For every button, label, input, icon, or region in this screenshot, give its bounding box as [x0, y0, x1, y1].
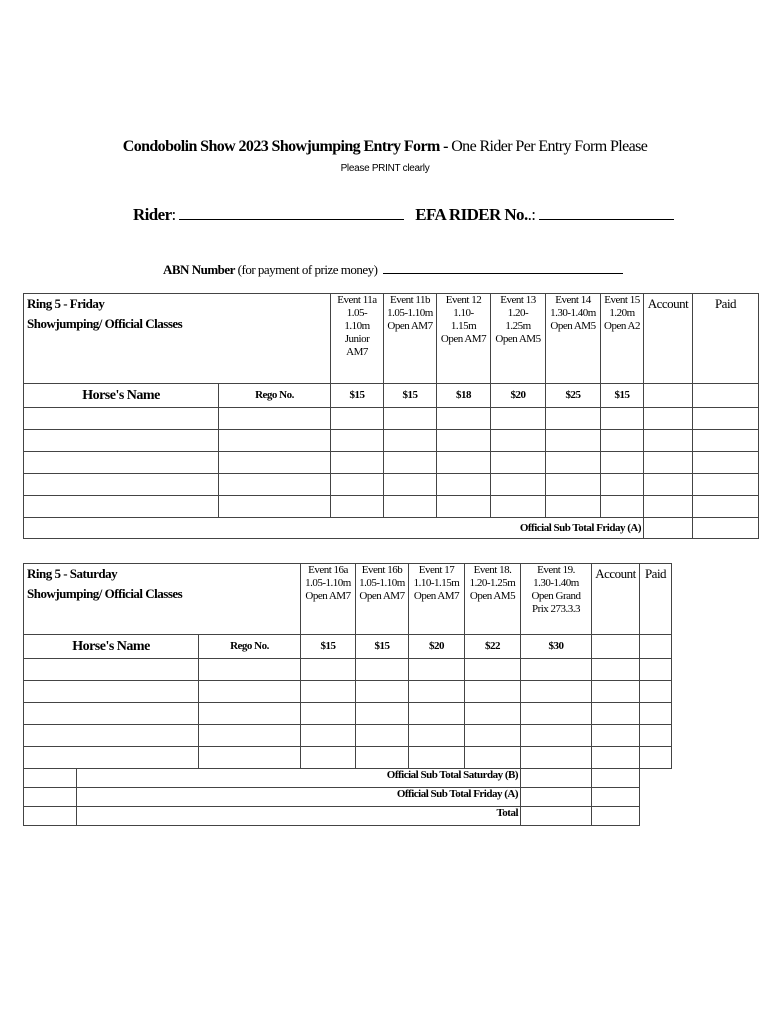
entry-cell[interactable] [301, 725, 356, 747]
entry-cell[interactable] [356, 747, 409, 769]
total-paid[interactable] [592, 807, 640, 826]
entry-cell[interactable] [693, 496, 759, 518]
entry-row [24, 496, 759, 518]
entry-cell[interactable] [592, 747, 640, 769]
rider-line: Rider: EFA RIDER No..: [133, 205, 674, 225]
entry-cell[interactable] [437, 474, 491, 496]
account-cell [644, 384, 693, 408]
entry-cell[interactable] [384, 430, 437, 452]
total-account[interactable] [521, 807, 592, 826]
entry-cell[interactable] [331, 496, 384, 518]
event-header: Event 18. 1.20-1.25m Open AM5 [465, 564, 521, 635]
entry-row [24, 681, 672, 703]
entry-cell[interactable] [644, 430, 693, 452]
entry-row [24, 474, 759, 496]
entry-cell[interactable] [437, 452, 491, 474]
entry-cell[interactable] [301, 681, 356, 703]
horse-name-input[interactable] [24, 703, 199, 725]
rego-input[interactable] [199, 747, 301, 769]
event-price: $15 [301, 635, 356, 659]
paid-header: Paid [693, 294, 759, 384]
event-header: Event 13 1.20- 1.25m Open AM5 [491, 294, 546, 384]
entry-cell[interactable] [640, 681, 672, 703]
friday-table [23, 293, 759, 539]
horse-name-input[interactable] [24, 659, 199, 681]
entry-cell[interactable] [491, 430, 546, 452]
entry-cell[interactable] [640, 703, 672, 725]
entry-cell[interactable] [592, 703, 640, 725]
entry-cell[interactable] [384, 452, 437, 474]
entry-cell[interactable] [491, 408, 546, 430]
horse-name-input[interactable] [24, 725, 199, 747]
event-header: Event 19. 1.30-1.40m Open Grand Prix 273.3.3 [521, 564, 592, 635]
entry-cell[interactable] [521, 681, 592, 703]
entry-cell[interactable] [465, 659, 521, 681]
entry-cell[interactable] [640, 659, 672, 681]
entry-cell[interactable] [644, 496, 693, 518]
entry-cell[interactable] [331, 408, 384, 430]
horse-name-input[interactable] [24, 681, 199, 703]
event-header: Event 12 1.10- 1.15m Open AM7 [437, 294, 491, 384]
entry-cell[interactable] [384, 496, 437, 518]
entry-cell[interactable] [409, 703, 465, 725]
horse-name-input[interactable] [24, 496, 219, 518]
entry-cell[interactable] [521, 703, 592, 725]
spacer-cell [640, 769, 672, 788]
rego-input[interactable] [199, 659, 301, 681]
entry-cell[interactable] [693, 408, 759, 430]
friday-subtotal-paid[interactable] [693, 518, 759, 539]
event-price: $30 [521, 635, 592, 659]
entry-cell[interactable] [301, 703, 356, 725]
entry-cell[interactable] [640, 725, 672, 747]
event-header: Event 16a 1.05-1.10m Open AM7 [301, 564, 356, 635]
rego-input[interactable] [219, 474, 331, 496]
account-header: Account [592, 564, 640, 635]
entry-cell[interactable] [592, 725, 640, 747]
entry-cell[interactable] [409, 747, 465, 769]
friday-subtotal-carry-label: Official Sub Total Friday (A) [77, 788, 521, 807]
event-price: $15 [601, 384, 644, 408]
entry-cell[interactable] [546, 452, 601, 474]
horse-name-input[interactable] [24, 430, 219, 452]
entry-cell[interactable] [331, 430, 384, 452]
entry-cell[interactable] [491, 474, 546, 496]
entry-cell[interactable] [465, 747, 521, 769]
entry-cell[interactable] [601, 474, 644, 496]
account-header: Account [644, 294, 693, 384]
saturday-heading: Ring 5 - Saturday Showjumping/ Official Classes [24, 564, 301, 635]
form-subtitle: Please PRINT clearly [340, 163, 430, 174]
event-header: Event 17 1.10-1.15m Open AM7 [409, 564, 465, 635]
event-price: $20 [409, 635, 465, 659]
rego-header: Rego No. [219, 384, 331, 408]
entry-cell[interactable] [601, 408, 644, 430]
entry-cell[interactable] [409, 659, 465, 681]
rego-input[interactable] [199, 725, 301, 747]
rego-input[interactable] [199, 703, 301, 725]
event-header: Event 11b 1.05-1.10m Open AM7 [384, 294, 437, 384]
entry-cell[interactable] [644, 452, 693, 474]
entry-cell[interactable] [491, 496, 546, 518]
paid-cell [693, 384, 759, 408]
entry-cell[interactable] [601, 452, 644, 474]
rego-input[interactable] [219, 496, 331, 518]
entry-cell[interactable] [546, 474, 601, 496]
friday-heading: Ring 5 - Friday Showjumping/ Official Classes [24, 294, 331, 384]
entry-cell[interactable] [301, 659, 356, 681]
saturday-subtotal-paid[interactable] [592, 769, 640, 788]
entry-cell[interactable] [331, 474, 384, 496]
event-header: Event 11a 1.05- 1.10m Junior AM7 [331, 294, 384, 384]
entry-cell[interactable] [384, 408, 437, 430]
abn-line: ABN Number (for payment of prize money) [163, 262, 623, 278]
horse-name-input[interactable] [24, 474, 219, 496]
saturday-subtotal-label: Official Sub Total Saturday (B) [77, 769, 521, 788]
rego-input[interactable] [219, 452, 331, 474]
entry-cell[interactable] [331, 452, 384, 474]
spacer-cell [640, 807, 672, 826]
entry-row [24, 703, 672, 725]
entry-cell[interactable] [409, 681, 465, 703]
entry-cell[interactable] [521, 725, 592, 747]
footer-blank-cell [24, 807, 77, 826]
entry-cell[interactable] [592, 681, 640, 703]
paid-header: Paid [640, 564, 672, 635]
entry-row [24, 452, 759, 474]
event-price: $18 [437, 384, 491, 408]
entry-cell[interactable] [693, 474, 759, 496]
horse-name-header: Horse's Name [24, 384, 219, 408]
entry-cell[interactable] [693, 452, 759, 474]
entry-cell[interactable] [521, 659, 592, 681]
entry-cell[interactable] [546, 430, 601, 452]
friday-carry-paid[interactable] [592, 788, 640, 807]
horse-name-input[interactable] [24, 408, 219, 430]
rider-name-field[interactable] [179, 219, 404, 220]
rego-header: Rego No. [199, 635, 301, 659]
friday-subtotal-label: Official Sub Total Friday (A) [24, 518, 644, 539]
entry-cell[interactable] [601, 430, 644, 452]
entry-row [24, 747, 672, 769]
entry-cell[interactable] [592, 659, 640, 681]
rego-input[interactable] [219, 430, 331, 452]
entry-cell[interactable] [644, 474, 693, 496]
event-price: $22 [465, 635, 521, 659]
event-price: $25 [546, 384, 601, 408]
entry-cell[interactable] [640, 747, 672, 769]
entry-cell[interactable] [356, 725, 409, 747]
entry-cell[interactable] [437, 408, 491, 430]
entry-cell[interactable] [356, 681, 409, 703]
event-price: $15 [331, 384, 384, 408]
entry-row [24, 725, 672, 747]
friday-subtotal-account[interactable] [644, 518, 693, 539]
entry-cell[interactable] [301, 747, 356, 769]
account-cell [592, 635, 640, 659]
entry-cell[interactable] [465, 681, 521, 703]
entry-cell[interactable] [601, 496, 644, 518]
entry-cell[interactable] [693, 430, 759, 452]
entry-cell[interactable] [465, 725, 521, 747]
entry-cell[interactable] [644, 408, 693, 430]
footer-blank-cell [24, 769, 77, 788]
event-price: $20 [491, 384, 546, 408]
horse-name-input[interactable] [24, 452, 219, 474]
event-header: Event 16b 1.05-1.10m Open AM7 [356, 564, 409, 635]
saturday-subtotal-account[interactable] [521, 769, 592, 788]
horse-name-header: Horse's Name [24, 635, 199, 659]
horse-name-input[interactable] [24, 747, 199, 769]
entry-row [24, 659, 672, 681]
entry-cell[interactable] [465, 703, 521, 725]
entry-cell[interactable] [491, 452, 546, 474]
entry-cell[interactable] [521, 747, 592, 769]
efa-number-field[interactable] [539, 219, 674, 220]
footer-blank-cell [24, 788, 77, 807]
event-header: Event 15 1.20m Open A2 [601, 294, 644, 384]
total-label: Total [77, 807, 521, 826]
saturday-table [23, 563, 672, 826]
entry-cell[interactable] [409, 725, 465, 747]
rego-input[interactable] [219, 408, 331, 430]
entry-cell[interactable] [546, 496, 601, 518]
abn-field[interactable] [383, 273, 623, 274]
entry-cell[interactable] [546, 408, 601, 430]
form-title: Condobolin Show 2023 Showjumping Entry Form - One Rider Per Entry Form Please [122, 138, 648, 155]
entry-cell[interactable] [437, 430, 491, 452]
spacer-cell [640, 788, 672, 807]
friday-carry-account[interactable] [521, 788, 592, 807]
event-price: $15 [356, 635, 409, 659]
entry-cell[interactable] [356, 659, 409, 681]
entry-row [24, 408, 759, 430]
entry-cell[interactable] [356, 703, 409, 725]
entry-row [24, 430, 759, 452]
event-header: Event 14 1.30-1.40m Open AM5 [546, 294, 601, 384]
rego-input[interactable] [199, 681, 301, 703]
entry-cell[interactable] [437, 496, 491, 518]
entry-cell[interactable] [384, 474, 437, 496]
event-price: $15 [384, 384, 437, 408]
paid-cell [640, 635, 672, 659]
